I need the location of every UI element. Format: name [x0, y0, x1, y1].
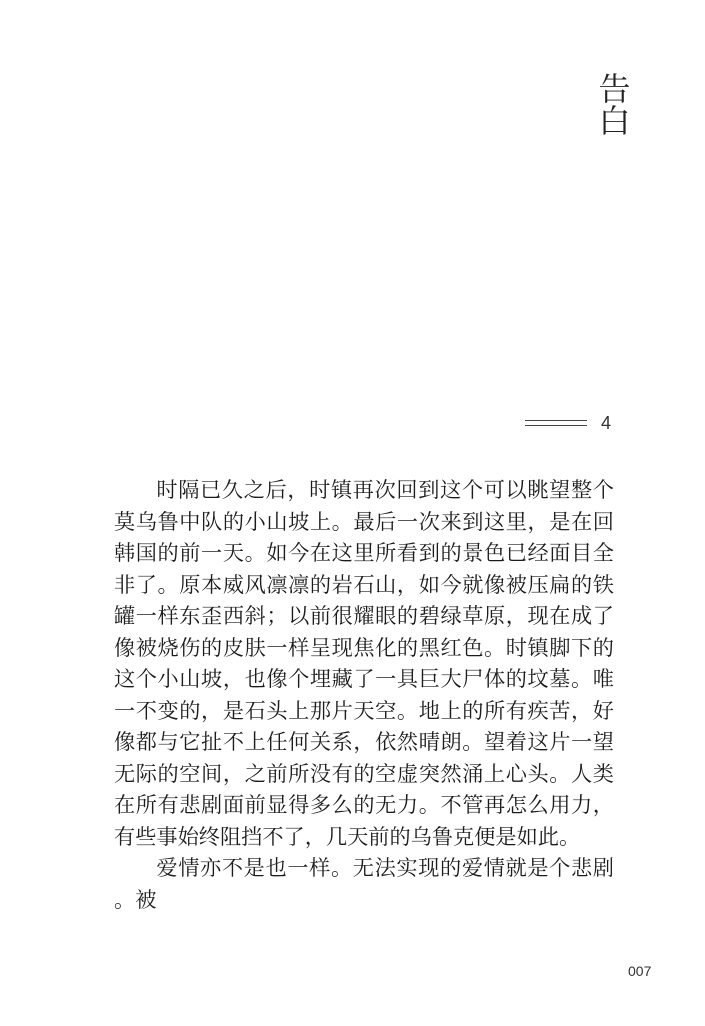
body-text — [114, 474, 614, 915]
chapter-title: 告白 — [593, 72, 632, 136]
section-number: 4 — [601, 413, 612, 433]
section-divider — [525, 420, 587, 426]
paragraph: 时隔已久之后，时镇再次回到这个可以眺望整个莫乌鲁中队的小山坡上。最后一次来到这里，是在回韩国的前一天。如今在这里所看到的景色已经面目全非了。原本威风凛凛的岩石山，如今就像被压扁的铁罐一样东歪西斜；以前很耀眼的碧绿草原，现在成了像被烧伤的皮肤一样呈现焦化的黑红色。时镇脚下的这个小山坡，也像个埋藏了一具巨大尸体的坟墓。唯一不变的，是石头上那片天空。地上的所有疾苦，好像都与它扯不上任何关系，依然晴朗。望着这片一望无际的空间，之前所没有的空虚突然涌上心头。人类在所有悲剧面前显得多么的无力。不管再怎么用力，有些事始终阻挡不了，几天前的乌鲁克便是如此。 — [114, 477, 614, 849]
page-number: 007 — [628, 963, 652, 979]
paragraph: 爱情亦不是也一样。无法实现的爱情就是个悲剧。被 — [114, 855, 614, 912]
section-marker — [525, 410, 611, 436]
